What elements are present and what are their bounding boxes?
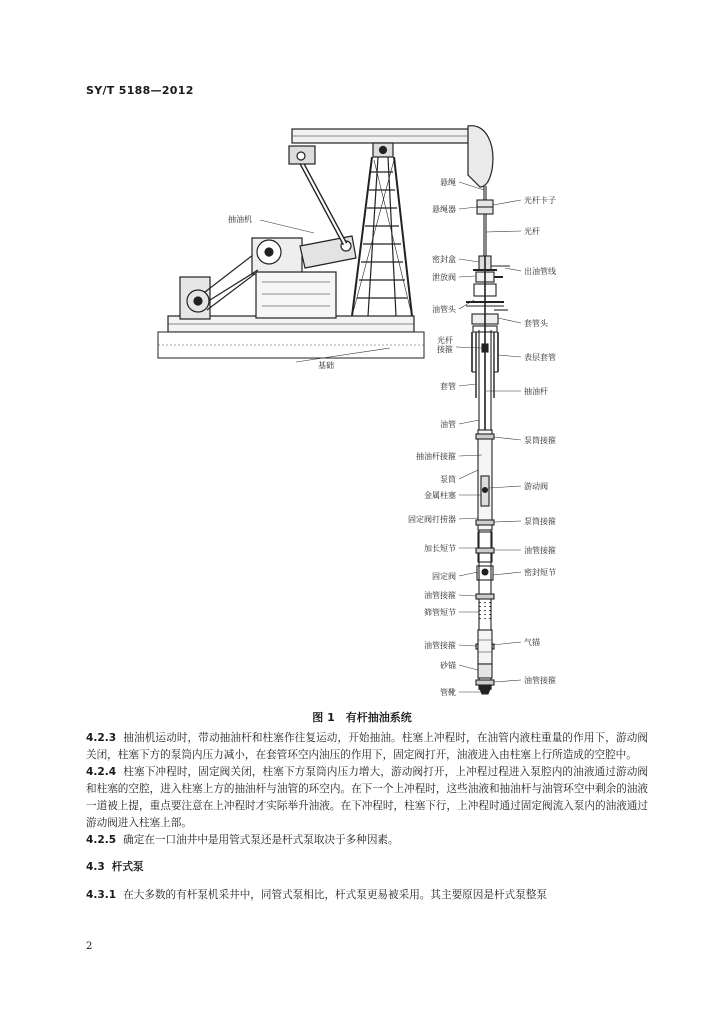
wellhead-and-string-drawing <box>466 186 510 694</box>
figure-caption: 图 1 有杆抽油系统 <box>312 711 412 724</box>
clause-number: 4.2.5 <box>86 834 117 846</box>
section-4-3-heading <box>86 859 648 876</box>
label-taoguantou: 套管头 <box>524 319 548 328</box>
label-youguan-jiegu-4: 油管接箍 <box>524 676 556 685</box>
label-gudingfa: 固定阀 <box>432 572 456 581</box>
label-xuansheng: 悬绳 <box>440 178 456 187</box>
label-chouyougan-jiegu: 抽油杆接箍 <box>416 452 456 461</box>
label-chouyouji: 抽油机 <box>228 215 252 224</box>
clause-text: 抽油机运动时，带动抽油杆和柱塞作往复运动，开始抽油。柱塞上冲程时，在油管内液柱重量的作用下，游动阀关闭，柱塞下方的泵筒内压力减小，在套管环空内油压的作用下，固定阀打开，油液进入由柱塞上行所造成的空腔中。 <box>86 732 648 761</box>
label-guanxue: 管靴 <box>440 688 456 697</box>
label-chuyouguanxian: 出油管线 <box>524 267 556 276</box>
label-chouyougan: 抽油杆 <box>524 387 548 396</box>
label-taoguan: 套管 <box>440 382 456 391</box>
label-bengtong-jiegu: 泵筒接箍 <box>524 436 556 445</box>
label-guanggan-kazi: 光杆卡子 <box>524 196 556 205</box>
label-shaiguan-duanjie: 筛管短节 <box>424 608 456 617</box>
clause-text: 在大多数的有杆泵机采井中，同管式泵相比，杆式泵更易被采用。其主要原因是杆式泵整泵 <box>123 889 547 901</box>
label-qimao: 气锚 <box>524 638 540 647</box>
clause-4-2-3 <box>86 730 648 764</box>
label-xuanshengqi: 悬绳器 <box>432 205 456 214</box>
label-jichu: 基础 <box>318 361 334 370</box>
standard-code: SY/T 5188—2012 <box>86 84 194 97</box>
clause-number: 4.2.3 <box>86 732 117 744</box>
label-bengtong-jiegu-2: 泵筒接箍 <box>524 517 556 526</box>
label-bengtong: 泵筒 <box>440 475 456 484</box>
clause-4-2-4 <box>86 764 648 832</box>
label-mifeng-duanjie: 密封短节 <box>524 568 556 577</box>
clause-text: 柱塞下冲程时，固定阀关闭，柱塞下方泵筒内压力增大，游动阀打开，上冲程过程进入泵腔内的油液通过游动阀和柱塞的空腔，进入柱塞上方的抽油杆与油管的环空内。在下一个上冲程时，这些油液和抽油杆与油管环空中剩余的油液一道被上提，重点要注意在上冲程时才实际举升油液。在下冲程时，柱塞下行，上冲程时通过固定阀流入泵内的油液通过游动阀进入柱塞上部。 <box>86 766 648 829</box>
label-youguan-jiegu: 油管接箍 <box>524 546 556 555</box>
label-jinshu-zhusai: 金属柱塞 <box>424 491 456 500</box>
label-biaocengtaoguan: 表层套管 <box>524 353 556 362</box>
section-title: 杆式泵 <box>111 861 144 873</box>
label-youguan: 油管 <box>440 420 456 429</box>
label-youdongfa: 游动阀 <box>524 482 548 491</box>
label-jiachang-duanjie: 加长短节 <box>424 544 456 553</box>
page-number: 2 <box>86 941 93 952</box>
label-youguan-jiegu-2: 油管接箍 <box>424 591 456 600</box>
clause-4-3-1 <box>86 887 648 904</box>
label-youguan-jiegu-3: 油管接箍 <box>424 641 456 650</box>
clause-number: 4.3.1 <box>86 889 117 901</box>
label-youguantou: 油管头 <box>432 305 456 314</box>
label-shamao: 砂锚 <box>440 661 456 670</box>
clause-4-2-5 <box>86 832 648 849</box>
label-mifenghe: 密封盒 <box>432 255 456 264</box>
clause-number: 4.2.4 <box>86 766 117 778</box>
label-xiefangfa: 泄放阀 <box>432 273 456 282</box>
section-number: 4.3 <box>86 861 105 873</box>
label-gudingfa-laoqi: 固定阀打捞器 <box>408 515 456 524</box>
label-guanggan: 光杆 <box>524 227 540 236</box>
clause-text: 确定在一口油井中是用管式泵还是杆式泵取决于多种因素。 <box>123 834 399 846</box>
pumping-unit-drawing <box>158 126 493 358</box>
label-guanggan-jiegu: 光杆接箍 <box>437 336 453 354</box>
body-text <box>86 730 648 904</box>
